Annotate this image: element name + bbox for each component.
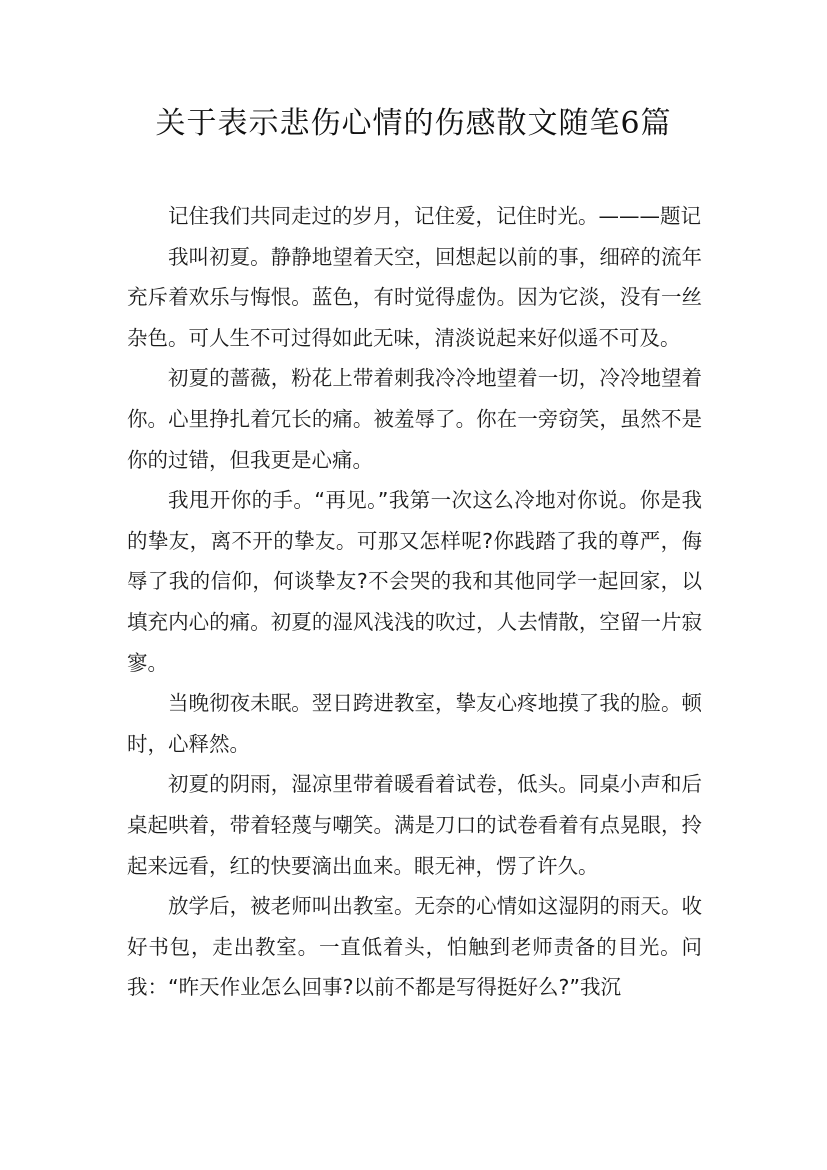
paragraph: 初夏的蔷薇，粉花上带着刺我冷冷地望着一切，冷冷地望着你。心里挣扎着冗长的痛。被羞辱了。你在一旁窃笑，虽然不是你的过错，但我更是心痛。	[127, 366, 702, 472]
paragraph: 当晚彻夜未眠。翌日跨进教室，挚友心疼地摸了我的脸。顿时，心释然。	[127, 691, 702, 756]
paragraph: 放学后，被老师叫出教室。无奈的心情如这湿阴的雨天。收好书包，走出教室。一直低着头，怕触到老师责备的目光。问我：“昨天作业怎么回事?以前不都是写得挺好么?”我沉	[127, 894, 702, 1000]
document-title: 关于表示悲伤心情的伤感散文随笔6篇	[155, 106, 672, 141]
paragraph: 初夏的阴雨，湿凉里带着暖看着试卷，低头。同桌小声和后桌起哄着，带着轻蔑与嘲笑。满是刀口的试卷看着有点晃眼，拎起来远看，红的快要滴出血来。眼无神，愣了许久。	[127, 772, 702, 878]
paragraph: 我叫初夏。静静地望着天空，回想起以前的事，细碎的流年充斥着欢乐与悔恨。蓝色，有时觉得虚伪。因为它淡，没有一丝杂色。可人生不可过得如此无味，清淡说起来好似遥不可及。	[127, 244, 702, 350]
document-body	[127, 196, 702, 1008]
paragraph: 我甩开你的手。“再见。”我第一次这么冷地对你说。你是我的挚友，离不开的挚友。可那又怎样呢?你践踏了我的尊严，侮辱了我的信仰，何谈挚友?不会哭的我和其他同学一起回家，以填充内心的痛。初夏的湿风浅浅的吹过，人去情散，空留一片寂寥。	[127, 488, 702, 675]
paragraph-epigraph: 记住我们共同走过的岁月，记住爱，记住时光。———题记	[168, 204, 701, 228]
